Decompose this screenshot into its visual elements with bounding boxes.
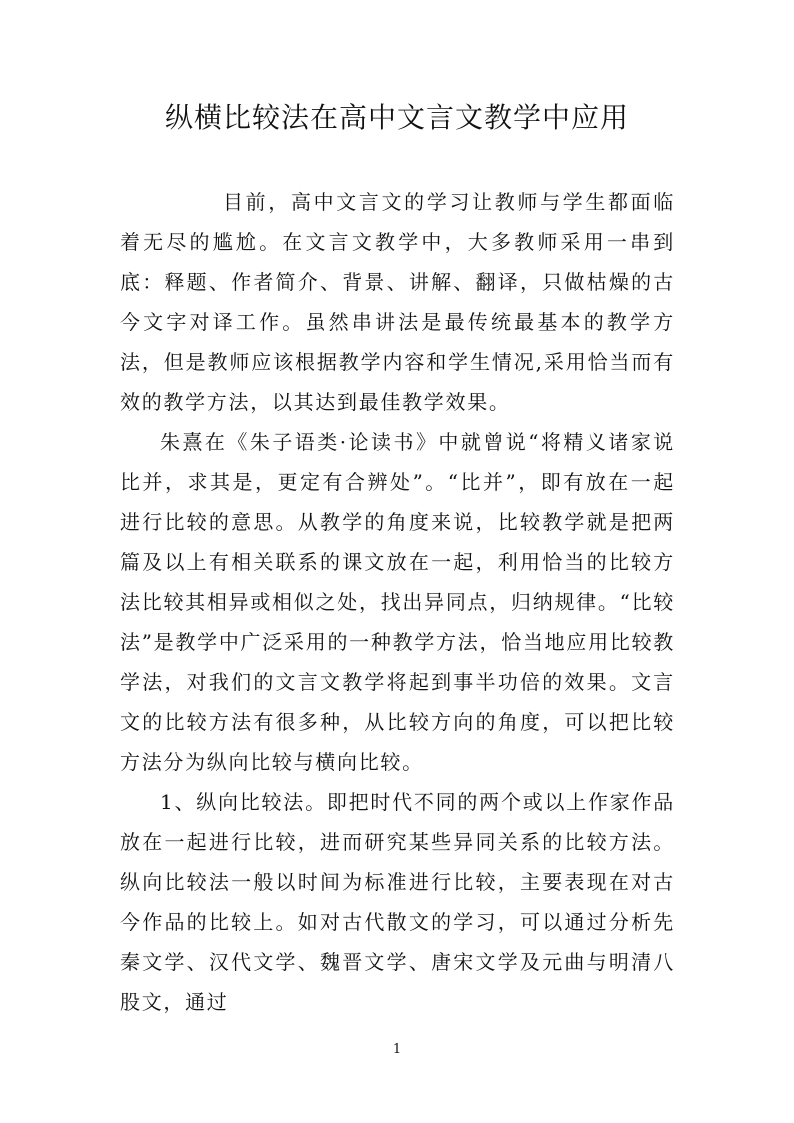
document-title: 纵横比较法在高中文言文教学中应用 [164, 101, 629, 134]
document-body [120, 182, 675, 1022]
paragraph-vertical-comparison: 1、纵向比较法。即把时代不同的两个或以上作家作品放在一起进行比较，进而研究某些异同关系的比较方法。纵向比较法一般以时间为标准进行比较，主要表现在对古今作品的比较上。如对古代散文的学习，可以通过分析先秦文学、汉代文学、魏晋文学、唐宋文学及元曲与明清八股文，通过 [120, 790, 675, 1014]
paragraph-zhuxi-comparison: 朱熹在《朱子语类·论读书》中就曾说“将精义诸家说比并，求其是，更定有合辨处”。“比并”，即有放在一起进行比较的意思。从教学的角度来说，比较教学就是把两篇及以上有相关联系的课文放在一起，利用恰当的比较方法比较其相异或相似之处，找出异同点，归纳规律。“比较法”是教学中广泛采用的一种教学方法，恰当地应用比较教学法，对我们的文言文教学将起到事半功倍的效果。文言文的比较方法有很多种，从比较方向的角度，可以把比较方法分为纵向比较与横向比较。 [120, 430, 675, 774]
page-number: 1 [392, 1042, 402, 1057]
paragraph-intro: 目前，高中文言文的学习让教师与学生都面临着无尽的尴尬。在文言文教学中，大多教师采用一串到底：释题、作者简介、背景、讲解、翻译，只做枯燥的古今文字对译工作。虽然串讲法是最传统最基本的教学方法，但是教师应该根据教学内容和学生情况,采用恰当而有效的教学方法，以其达到最佳教学效果。 [120, 190, 675, 414]
